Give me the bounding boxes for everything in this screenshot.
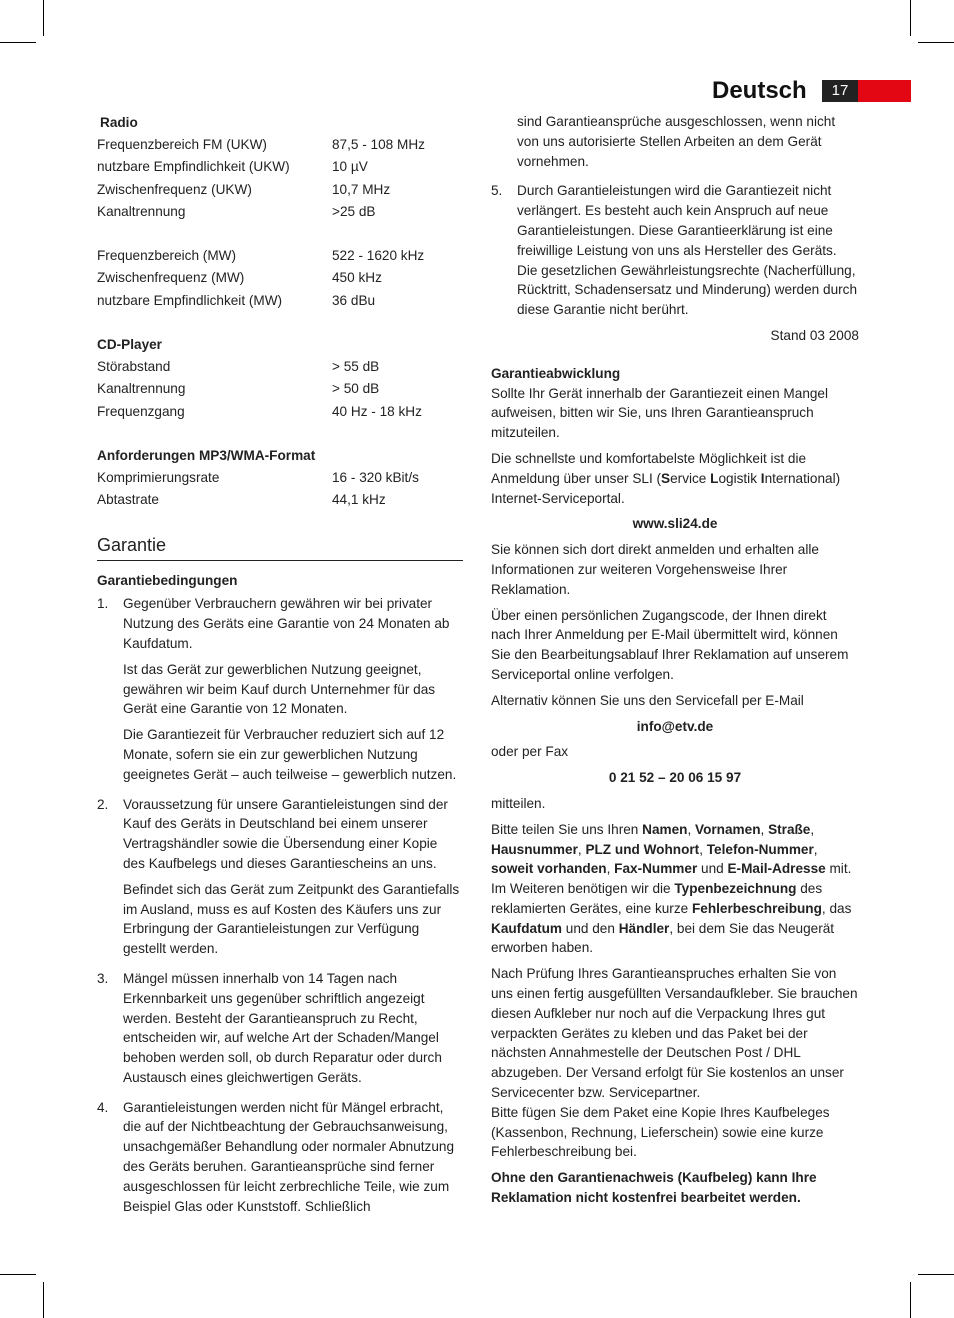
- spec-key: Frequenzgang: [97, 403, 185, 419]
- subheading-garantieabwicklung: Garantieabwicklung: [491, 365, 621, 381]
- paragraph: Sollte Ihr Gerät innerhalb der Garantiezeit einen Mangel aufweisen, bitten wir Sie, uns Ihren Garantieanspruch mitzuteilen.: [491, 385, 829, 441]
- accent-bar: [858, 80, 911, 102]
- spec-row: [97, 401, 463, 423]
- spec-value: 87,5 - 108 MHz: [332, 137, 425, 152]
- spec-value: > 50 dB: [332, 381, 380, 397]
- list-number: 4.: [97, 1099, 109, 1115]
- spec-row: [97, 467, 463, 489]
- crop-mark: [910, 1282, 911, 1318]
- paragraph: Alternativ können Sie uns den Servicefall per E-Mail: [491, 692, 804, 708]
- spec-value: 36 dBu: [332, 292, 376, 308]
- spec-heading-radio: Radio: [100, 115, 138, 130]
- crop-mark: [918, 42, 954, 43]
- crop-mark: [918, 1274, 954, 1275]
- paragraph: mitteilen.: [491, 795, 546, 811]
- crop-mark: [0, 42, 36, 43]
- service-url-link[interactable]: www.sli24.de: [632, 516, 718, 532]
- paragraph-required-info: Bitte teilen Sie uns Ihren Namen, Vornamen, Straße, Hausnummer, PLZ und Wohnort, Telefon-Nummer, soweit vorhanden, Fax-Nummer und E-Mail-Adresse mit. Im Weiteren benötigen wir die Typenbezeichnung des reklamierten Gerätes, eine kurze Fehlerbeschreibung, das Kaufdatum und den Händler, bei dem Sie das Neugerät erworben haben.: [491, 821, 852, 956]
- email-link[interactable]: info@etv.de: [636, 718, 714, 734]
- paragraph: Die Garantiezeit für Verbraucher reduziert sich auf 12 Monate, sofern sie ein zur gewerblichen Nutzung geeignetes Gerät – auch teilweise – gewerblich nutzen.: [123, 727, 457, 782]
- paragraph: sind Garantieansprüche ausgeschlossen, wenn nicht von uns autorisierte Stellen Arbeiten an dem Gerät vornehmen.: [517, 114, 836, 169]
- spec-key: Störabstand: [97, 359, 171, 375]
- spec-key: Kanaltrennung: [97, 381, 186, 397]
- fax-number: 0 21 52 – 20 06 15 97: [608, 770, 742, 786]
- spec-value: 16 - 320 kBit/s: [332, 469, 419, 485]
- paragraph: Durch Garantieleistungen wird die Garantiezeit nicht verlängert. Es besteht auch kein Anspruch auf neue Garantieleistungen. Diese Garantieerklärung ist eine freiwillige Leistung von uns als Hersteller des Geräts. Die gesetzlichen Gewährleistungsrechte (Nacherfüllung, Rücktritt, Schadensersatz und Minderung) werden durch diese Garantie nicht berührt.: [517, 183, 858, 318]
- crop-mark: [43, 1282, 44, 1318]
- spec-row: [97, 134, 463, 156]
- spec-key: Abtastrate: [97, 492, 159, 508]
- spec-row: [97, 201, 463, 223]
- spec-key: nutzbare Empfindlichkeit (MW): [97, 292, 283, 308]
- paragraph: Befindet sich das Gerät zum Zeitpunkt des Garantiefalls im Ausland, muss es auf Kosten des Käufers uns zur Erbringung der Garantieleistungen zur Verfügung gestellt werden.: [123, 881, 460, 957]
- spec-value: >25 dB: [332, 203, 376, 219]
- spec-row: [97, 267, 463, 289]
- crop-mark: [43, 0, 44, 36]
- paragraph: Ist das Gerät zur gewerblichen Nutzung geeignet, gewähren wir beim Kauf durch Unternehmer für das Gerät eine Garantie von 12 Monaten.: [123, 661, 436, 717]
- spec-value: 40 Hz - 18 kHz: [332, 403, 422, 419]
- section-title-garantie: Garantie: [97, 534, 463, 561]
- list-item: [97, 795, 463, 965]
- list-number: 3.: [97, 970, 109, 986]
- spec-key: nutzbare Empfindlichkeit (UKW): [97, 159, 290, 175]
- list-item: [97, 969, 463, 1094]
- spec-value: 522 - 1620 kHz: [332, 248, 425, 264]
- spec-value: 10 µV: [332, 159, 368, 175]
- spec-key: Zwischenfrequenz (UKW): [97, 181, 252, 197]
- spec-value: 44,1 kHz: [332, 492, 386, 508]
- spec-row: [97, 489, 463, 511]
- list-number: 5.: [491, 183, 503, 199]
- spec-value: 10,7 MHz: [332, 181, 391, 197]
- spec-key: Frequenzbereich FM (UKW): [97, 137, 267, 152]
- paragraph: oder per Fax: [491, 744, 569, 760]
- spec-value: 450 kHz: [332, 270, 382, 286]
- left-column: [97, 112, 463, 1222]
- spec-key: Komprimierungsrate: [97, 469, 220, 485]
- list-item: [97, 1098, 463, 1223]
- spec-heading-cd: CD-Player: [97, 337, 162, 353]
- spec-value: > 55 dB: [332, 359, 380, 375]
- crop-mark: [910, 0, 911, 36]
- paragraph: Sie können sich dort direkt anmelden und erhalten alle Informationen zur weiteren Vorgehensweise Ihrer Reklamation.: [491, 542, 819, 597]
- spec-row: [97, 356, 463, 378]
- list-item: [97, 594, 463, 790]
- paragraph-important: Ohne den Garantienachweis (Kaufbeleg) kann Ihre Reklamation nicht kostenfrei bearbeitet werden.: [491, 1170, 817, 1206]
- paragraph: Bitte fügen Sie dem Paket eine Kopie Ihres Kaufbeleges (Kassenbon, Rechnung, Lieferschein) sowie eine kurze Fehlerbeschreibung bei.: [491, 1104, 830, 1160]
- spec-row: [97, 179, 463, 201]
- paragraph: Garantieleistungen werden nicht für Mängel erbracht, die auf der Nichtbeachtung der Gebrauchsanweisung, unsachgemäßer Behandlung oder normaler Abnutzung des Geräts beruhen. Garantieansprüche sind ferner ausgeschlossen für leicht zerbrechliche Teile, wie zum Beispiel Glas oder Kunststoff. Schließlich: [123, 1099, 455, 1214]
- paragraph: Über einen persönlichen Zugangscode, der Ihnen direkt nach Ihrer Anmeldung per E-Mail übermittelt wird, können Sie den Bearbeitungsablauf Ihrer Reklamation auf unserem Serviceportal online verfolgen.: [491, 607, 849, 682]
- spec-heading-mp3: Anforderungen MP3/WMA-Format: [97, 447, 316, 463]
- right-column: [491, 112, 859, 1214]
- crop-mark: [0, 1274, 36, 1275]
- spec-key: Frequenzbereich (MW): [97, 248, 236, 264]
- spec-key: Zwischenfrequenz (MW): [97, 270, 245, 286]
- paragraph: Nach Prüfung Ihres Garantieanspruches erhalten Sie von uns einen fertig ausgefüllten Versandaufkleber. Sie brauchen diesen Aufkleber nur noch auf die Verpackung Ihres gut verpackten Gerätes zu kleben und das Paket bei der nächsten Annahmestelle der Deutschen Post / DHL abzugeben. Der Versand erfolgt für Sie kostenlos an unser Servicecenter bzw. Servicepartner.: [491, 966, 858, 1101]
- list-number: 1.: [97, 596, 109, 612]
- spec-row: [97, 245, 463, 267]
- spec-key: Kanaltrennung: [97, 203, 186, 219]
- stand-date: Stand 03 2008: [770, 327, 859, 343]
- list-item: [491, 181, 859, 326]
- subheading-garantiebedingungen: Garantiebedingungen: [97, 572, 238, 588]
- paragraph: Voraussetzung für unsere Garantieleistungen sind der Kauf des Geräts in Deutschland bei einem unserer Vertragshändler sowie die Übersendung einer Kopie des Kaufbelegs und dieses Garantiescheins an uns.: [123, 796, 448, 871]
- page-number: 17: [822, 80, 858, 102]
- paragraph: Mängel müssen innerhalb von 14 Tagen nach Erkennbarkeit uns gegenüber schriftlich angezeigt werden. Besteht der Garantieanspruch zu Recht, entscheiden wir, auf welche Art der Schaden/Mangel behoben werden soll, ob durch Reparatur oder durch Austausch eines gleichwertigen Geräts.: [123, 970, 442, 1085]
- paragraph: Die schnellste und komfortabelste Möglichkeit ist die Anmeldung über unser SLI (Service Logistik International) Internet-Serviceportal.: [491, 450, 841, 506]
- spec-row: [97, 290, 463, 312]
- spec-row: [97, 156, 463, 178]
- spec-row: [97, 378, 463, 400]
- page-title: Deutsch: [712, 77, 807, 104]
- list-number: 2.: [97, 796, 109, 812]
- list-item-continued: [491, 112, 859, 177]
- paragraph: Gegenüber Verbrauchern gewähren wir bei privater Nutzung des Geräts eine Garantie von 24 Monaten ab Kaufdatum.: [123, 596, 450, 651]
